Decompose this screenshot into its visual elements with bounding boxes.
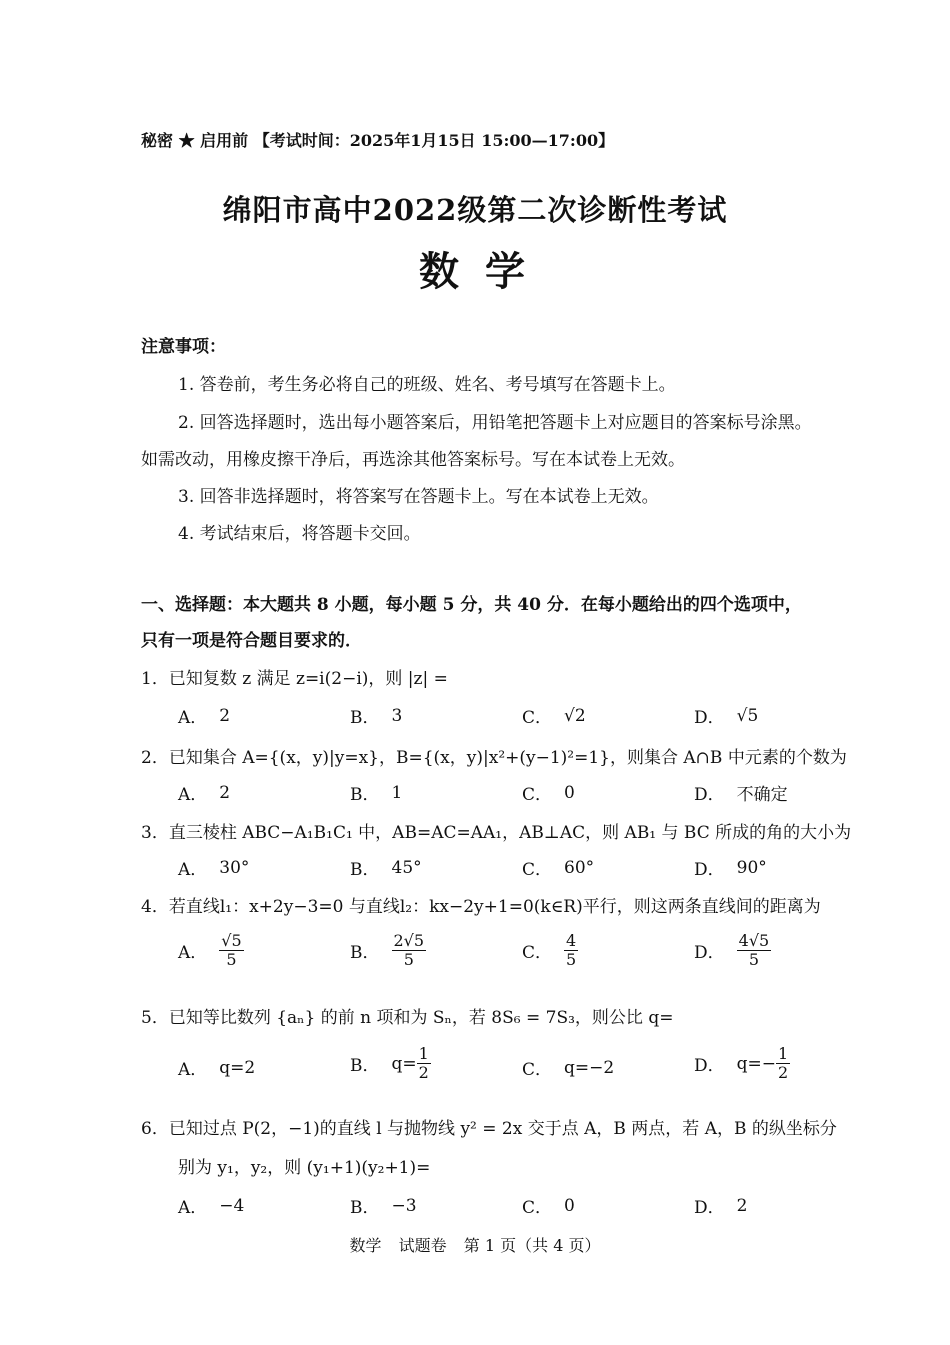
option-prefix: q= [391,1053,417,1074]
question-stem: 3．直三棱柱 ABC−A₁B₁C₁ 中，AB=AC=AA₁，AB⊥AC，则 AB₁ 与 BC 所成的角的大小为 [141,823,852,843]
fraction [737,932,772,970]
option-a [178,855,249,880]
option-c [522,780,575,805]
option-text: 45° [391,857,422,878]
fraction-numerator: √5 [221,931,242,950]
option-a [178,703,230,728]
footer-subject: 数学 [349,1236,382,1255]
option-text: 30° [219,857,250,878]
option-label: C． [522,785,553,805]
option-text: 0 [564,1195,575,1216]
fraction-denominator: 5 [566,950,577,970]
option-text: 2 [736,1195,748,1216]
question-stem: 1．已知复数 z 满足 z=i(2−i)，则 |z| = [141,669,448,689]
fraction-denominator: 5 [226,950,237,970]
option-label: C． [522,1060,553,1080]
fraction-numerator: 1 [418,1044,429,1063]
option-text: 3 [391,705,403,726]
exam-secret-line: 秘密 ★ 启用前 【考试时间：2025年1月15日 15:00—17:00】 [141,131,615,150]
fraction [564,932,578,970]
option-text: 90° [736,857,767,878]
option-label: A． [178,1198,208,1218]
footer-page-number: 第 1 页（共 4 页） [463,1236,601,1255]
footer-paper: 试题卷 [398,1236,447,1255]
option-label: D． [694,860,725,880]
question-stem: 5．已知等比数列 {aₙ} 的前 n 项和为 Sₙ，若 8S₆ = 7S₃，则公比 q= [141,1008,674,1028]
option-b [350,780,402,805]
notes-heading: 注意事项： [141,337,226,357]
option-d [694,932,771,970]
notes-item: 如需改动，用橡皮擦干净后，再选涂其他答案标号。写在本试卷上无效。 [141,450,685,470]
option-prefix: q=− [736,1053,777,1074]
option-d [694,1045,790,1083]
option-text: 不确定 [736,785,788,805]
notes-item: 1. 答卷前，考生务必将自己的班级、姓名、考号填写在答题卡上。 [178,375,676,395]
question-stem-continued: 别为 y₁，y₂，则 (y₁+1)(y₂+1)= [178,1158,431,1178]
question-stem: 4．若直线l₁：x+2y−3=0 与直线l₂：kx−2y+1=0(k∈R)平行，则这两条直线间的距离为 [141,897,821,917]
option-a [178,1193,244,1218]
option-label: C． [522,943,553,964]
fraction-numerator: 2√5 [393,931,425,950]
page-footer [0,1233,950,1256]
option-b [350,1193,417,1218]
option-label: C． [522,708,553,728]
option-label: B． [350,708,380,728]
option-d [694,703,758,728]
option-label: A． [178,1060,208,1080]
fraction [776,1045,790,1083]
option-c [522,703,586,728]
option-text: 0 [564,782,575,803]
option-text: √5 [736,705,759,726]
question-stem: 2．已知集合 A={(x，y)|y=x}，B={(x，y)|x²+(y−1)²=1}，则集合 A∩B 中元素的个数为 [141,748,847,768]
option-label: D． [694,785,725,805]
option-c [522,1055,614,1080]
option-c [522,855,594,880]
option-text: 1 [391,782,403,803]
option-a [178,780,230,805]
fraction-denominator: 5 [403,950,414,970]
question-stem: 6．已知过点 P(2，−1)的直线 l 与抛物线 y² = 2x 交于点 A，B 两点，若 A，B 的纵坐标分 [141,1119,837,1139]
fraction-numerator: 1 [778,1044,789,1063]
option-text: 2 [219,705,231,726]
option-text: 60° [564,857,595,878]
option-label: C． [522,860,553,880]
option-label: B． [350,785,380,805]
option-label: B． [350,1056,380,1077]
option-label: A． [178,943,208,964]
option-label: A． [178,785,208,805]
option-b [350,1045,431,1083]
option-text: −4 [219,1195,245,1216]
fraction-numerator: 4√5 [738,931,770,950]
option-label: C． [522,1198,553,1218]
option-c [522,1193,575,1218]
exam-title: 绵阳市高中2022级第二次诊断性考试 [222,193,728,227]
option-label: A． [178,860,208,880]
fraction [219,932,243,970]
notes-item: 4. 考试结束后，将答题卡交回。 [178,524,421,544]
fraction [417,1045,431,1083]
option-text: q=2 [219,1057,256,1078]
fraction-denominator: 2 [418,1063,429,1083]
option-b [350,703,402,728]
option-label: D． [694,1056,725,1077]
option-b [350,855,422,880]
option-label: D． [694,708,725,728]
section-heading: 一、选择题：本大题共 8 小题，每小题 5 分，共 40 分．在每小题给出的四个选项中， [141,595,802,615]
option-text: √2 [564,705,586,726]
fraction-denominator: 5 [748,950,760,970]
option-label: A． [178,708,208,728]
notes-item: 3. 回答非选择题时，将答案写在答题卡上。写在本试卷上无效。 [178,487,659,507]
section-heading: 只有一项是符合题目要求的． [141,631,362,651]
option-text: 2 [219,782,231,803]
notes-item: 2. 回答选择题时，选出每小题答案后，用铅笔把答题卡上对应题目的答案标号涂黑。 [178,413,812,433]
option-d [694,855,767,880]
option-label: B． [350,943,380,964]
option-a [178,932,244,970]
option-label: D． [694,943,725,964]
option-d [694,780,788,805]
option-a [178,1055,255,1080]
subject-title: 数学 [419,248,551,295]
option-label: D． [694,1198,725,1218]
option-text: −3 [391,1195,417,1216]
fraction-numerator: 4 [566,931,577,950]
option-d [694,1193,747,1218]
option-label: B． [350,860,380,880]
option-c [522,932,578,970]
fraction-denominator: 2 [778,1063,789,1083]
option-text: q=−2 [564,1057,615,1078]
option-b [350,932,426,970]
option-label: B． [350,1198,380,1218]
fraction [392,932,427,970]
